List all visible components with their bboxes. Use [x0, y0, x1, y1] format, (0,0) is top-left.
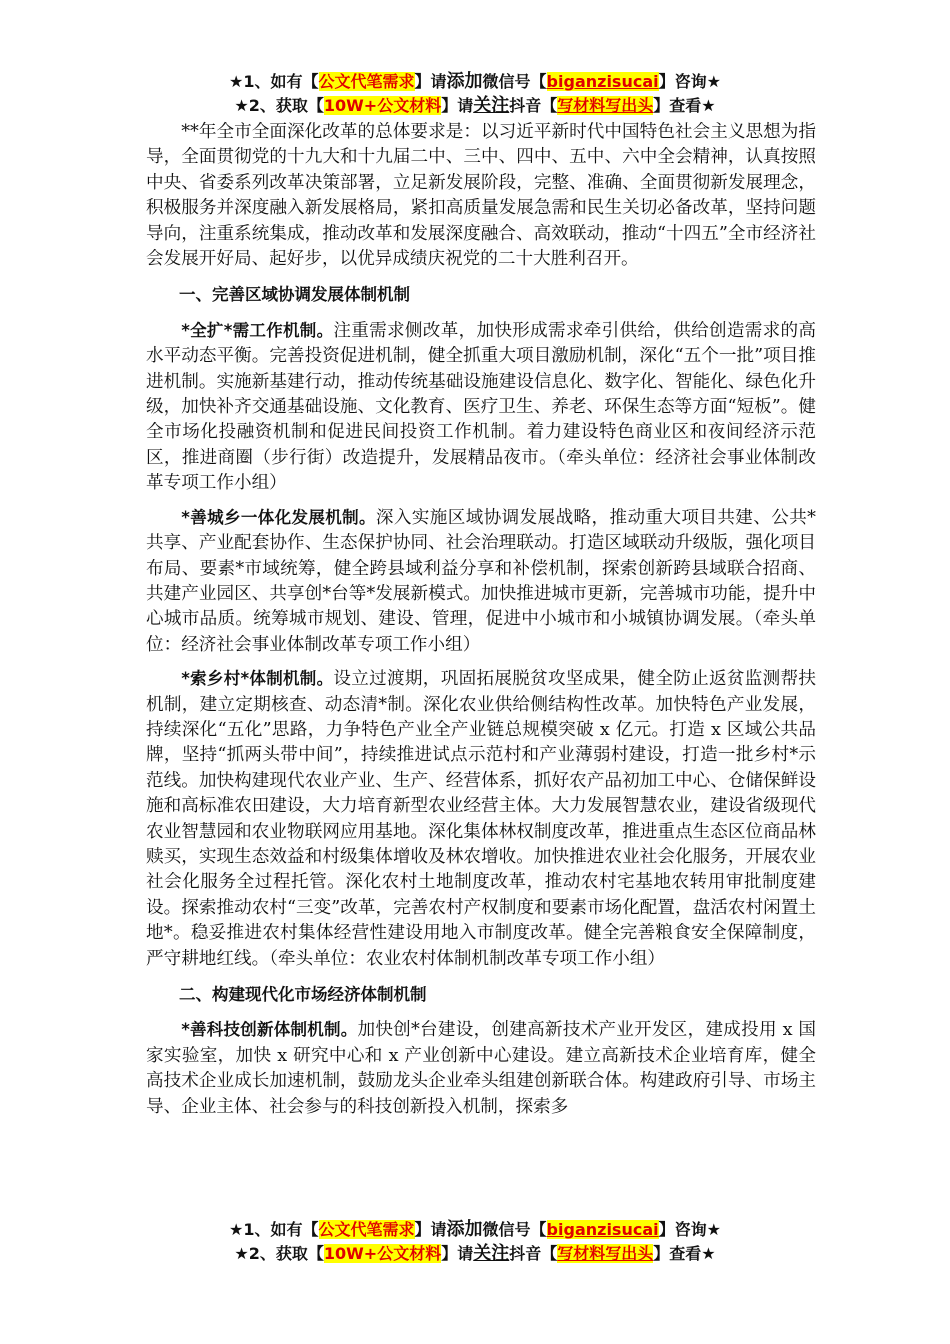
banner-douyin-id: 写材料写出头	[557, 1244, 654, 1263]
banner-douyin-id: 写材料写出头	[557, 96, 654, 115]
banner-emphasis: 添加	[446, 71, 483, 92]
banner-suffix: 】查看★	[653, 96, 716, 115]
banner-highlight-materials: 10W+公文材料	[323, 96, 442, 115]
section-heading-1: 一、完善区域协调发展体制机制	[179, 285, 410, 305]
section-heading-2: 二、构建现代化市场经济体制机制	[179, 985, 427, 1004]
paragraph-4	[146, 1017, 816, 1120]
paragraph-text: 设立过渡期，巩固拓展脱贫攻坚成果，健全防止返贫监测帮扶机制，建立定期核查、动态清*制。深化农业供给侧结构性改革。加快特色产业发展，持续深化“五化”思路，力争特色产业全产业链总规模突破 x 亿元。打造 x 区域公共品牌，坚持“抓两头带中间”，持续推进试点示范村和产业薄弱村建设，打造一批乡村*示范线。加快构建现代农业产业、生产、经营体系，抓好农产品初加工中心、仓储保鲜设施和高标准农田建设，大力培育新型农业经营主体。大力发展智慧农业，建设省级现代农业智慧园和农业物联网应用基地。深化集体林权制度改革，推进重点生态区位商品林赎买，实现生态效益和村级集体增收及林农增收。加快推进农业社会化服务，开展农业社会化服务全过程托管。深化农村土地制度改革，推动农村宅基地农转用审批制度建设。探索推动农村“三变”改革，完善农村产权制度和要素市场化配置，盘活农村闲置土地*。稳妥推进农村集体经营性建设用地入市制度改革。健全完善粮食安全保障制度，严守耕地红线。（牵头单位：农业农村体制机制改革专项工作小组）	[146, 669, 816, 969]
intro-paragraph: **年全市全面深化改革的总体要求是：以习近平新时代中国特色社会主义思想为指导，全面贯彻党的十九大和十九届二中、三中、四中、五中、六中全会精神，认真按照中央、省委系列改革决策部署，立足新发展阶段，完整、准确、全面贯彻新发展理念，积极服务并深度融入新发展格局，紧扣高质量发展急需和民生关切必备改革，坚持问题导向，注重系统集成，推动改革和发展深度融合、高效联动，推动“十四五”全市经济社会发展开好局、起好步，以优异成绩庆祝党的二十大胜利召开。	[146, 122, 816, 270]
banner-emphasis: 添加	[446, 1219, 483, 1240]
banner-emphasis: 关注	[473, 1243, 510, 1264]
banner-text: 抖音【	[509, 1244, 558, 1263]
bottom-banner-line1	[0, 1218, 950, 1242]
banner-text: 】请	[441, 96, 474, 115]
banner-prefix: ★1、如有【	[229, 72, 319, 91]
paragraph-lead: *善科技创新体制机制。	[181, 1020, 358, 1040]
banner-text: 抖音【	[509, 96, 558, 115]
banner-highlight-materials: 10W+公文材料	[323, 1244, 442, 1263]
banner-highlight-service: 公文代笔需求	[318, 72, 415, 91]
paragraph-text: 注重需求侧改革，加快形成需求牵引供给，供给创造需求的高水平动态平衡。完善投资促进机制，健全抓重大项目激励机制，深化“五个一批”项目推进机制。实施新基建行动，推动传统基础设施建设信息化、数字化、智能化、绿色化升级，加快补齐交通基础设施、文化教育、医疗卫生、养老、环保生态等方面“短板”。健全市场化投融资机制和促进民间投资工作机制。着力建设特色商业区和夜间经济示范区，推进商圈（步行街）改造提升，发展精品夜市。（牵头单位：经济社会事业体制改革专项工作小组）	[146, 320, 816, 494]
top-banner-line1	[0, 70, 950, 94]
paragraph-lead: *善城乡一体化发展机制。	[181, 507, 376, 527]
paragraph-2	[146, 505, 816, 658]
paragraph-lead: *索乡村*体制机制。	[181, 669, 334, 689]
banner-prefix: ★2、获取【	[234, 1244, 324, 1263]
document-body	[146, 120, 816, 1120]
banner-text: 】请	[441, 1244, 474, 1263]
banner-wechat-id: biganzisucai	[546, 72, 659, 91]
paragraph-lead: *全扩*需工作机制。	[181, 320, 334, 340]
banner-highlight-service: 公文代笔需求	[318, 1220, 415, 1239]
banner-wechat-id: biganzisucai	[546, 1220, 659, 1239]
banner-text: 微信号【	[482, 72, 547, 91]
banner-prefix: ★1、如有【	[229, 1220, 319, 1239]
banner-text: 微信号【	[482, 1220, 547, 1239]
bottom-banner-line2	[0, 1242, 950, 1266]
banner-suffix: 】咨询★	[658, 72, 721, 91]
banner-prefix: ★2、获取【	[234, 96, 324, 115]
banner-text: 】请	[414, 1220, 447, 1239]
top-banner-line2	[0, 94, 950, 118]
banner-text: 】请	[414, 72, 447, 91]
paragraph-1	[146, 318, 816, 497]
banner-emphasis: 关注	[473, 95, 510, 116]
paragraph-3	[146, 666, 816, 972]
banner-suffix: 】咨询★	[658, 1220, 721, 1239]
paragraph-text: 加快创*台建设，创建高新技术产业开发区，建成投用 x 国家实验室，加快 x 研究中心和 x 产业创新中心建设。建立高新技术企业培育库，健全高技术企业成长加速机制，鼓励龙头企业牵头组建创新联合体。构建政府引导、市场主导、企业主体、社会参与的科技创新投入机制，探索多	[146, 1020, 816, 1117]
banner-suffix: 】查看★	[653, 1244, 716, 1263]
paragraph-text: 深入实施区域协调发展战略，推动重大项目共建、公共*共享、产业配套协作、生态保护协同、社会治理联动。打造区域联动升级版，强化项目布局、要素*市域统筹，健全跨县域利益分享和补偿机制，探索创新跨县域联合招商、共建产业园区、共享创*台等*发展新模式。加快推进城市更新，完善城市功能，提升中心城市品质。统筹城市规划、建设、管理，促进中小城市和小城镇协调发展。（牵头单位：经济社会事业体制改革专项工作小组）	[146, 507, 816, 655]
